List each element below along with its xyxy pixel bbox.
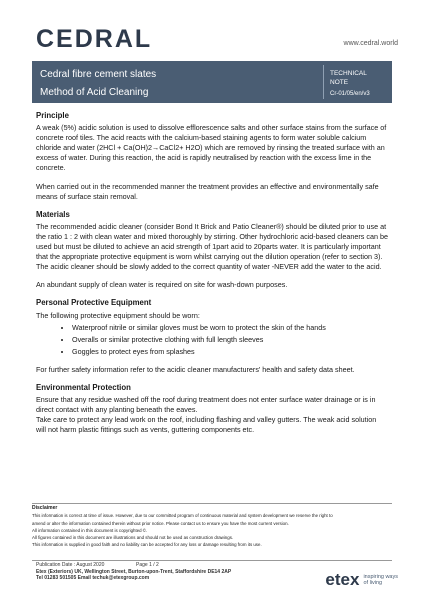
materials-heading: Materials [36,209,70,219]
principle-paragraph-1: A weak (5%) acidic solution is used to dissolve efflorescence salts and other surface stains from the surface of concrete roof tiles. The acid reacts with the calcium-based staining agents to form water soluble calcium chloride and water (2HCl + Ca(OH)2→CaCl2+ H2O) which are removed by rinsing the treated surface with an excess of water. During this reaction, the acid is rapidly neutralised by reaction with the excess lime in the concrete. [36,123,387,173]
principle-heading: Principle [36,111,69,120]
ppe-list [36,323,388,357]
disclaimer-line: All figures contained in this document are illustrations and should not be used as construction drawings. [32,535,234,541]
environment-heading: Environmental Protection [36,382,131,392]
cedral-logo: CEDRAL [36,25,153,53]
ppe-heading: Personal Protective Equipment [36,298,152,308]
materials-paragraph-2: An abundant supply of clean water is required on site for wash-down purposes. [36,280,288,290]
disclaimer-box [32,503,392,561]
principle-paragraph-2: When carried out in the recommended manner the treatment provides an effective and environmentally safe means of surface stain removal. [36,181,379,201]
disclaimer-line: amend or alter the information contained therein without prior notice. Please contact us to ensure you have the most current version. [32,520,289,526]
doc-type-label: TECHNICAL NOTE [330,70,367,86]
company-contact: Tel 01283 501505 Email techuk@etexgroup.com [36,575,150,581]
disclaimer-line: This information is correct at time of issue. However, due to our committed program of continuous material and system development we reserve the right to [32,513,333,519]
environment-paragraph-2: Take care to protect any lead work on the roof, including flashing and valley gutters. The weak acid solution will not harm plastic fittings such as vents, guttering components etc. [36,415,377,435]
ppe-item-overalls: • Overalls or similar protective clothing with full length sleeves [72,335,388,345]
etex-logo [325,570,398,590]
banner-divider [323,65,324,99]
website-link[interactable]: www.cedral.world [343,40,398,47]
etex-tagline [363,574,398,586]
disclaimer-line: All information contained in this document is copyrighted ©. [32,527,148,533]
company-address: Etex (Exteriors) UK, Wellington Street, Burton-upon-Trent, Staffordshire DE14 2AP [36,568,232,575]
doc-code: Cr-01/05/en/v3 [330,91,370,97]
title-banner [32,61,392,103]
ppe-intro: The following protective equipment should be worn: [36,310,200,320]
environment-paragraph-1: Ensure that any residue washed off the roof during treatment does not enter surface water drainage or is in direct contact with any planting beneath the eaves. [36,395,376,415]
publication-date: Publication Date : August 2020 [36,562,105,568]
document-subtitle: Method of Acid Cleaning [40,87,149,98]
footer [36,562,296,582]
page-number: Page 1 / 2 [136,562,159,568]
etex-wordmark: etex [325,570,360,589]
ppe-item-gloves: • Waterproof nitrile or similar gloves must be worn to protect the skin of the hands [72,323,388,333]
etex-tagline-line1: inspiring ways [363,574,398,580]
ppe-item-goggles: • Goggles to protect eyes from splashes [72,347,388,357]
etex-tagline-line2: of living [363,580,383,586]
document-title: Cedral fibre cement slates [40,69,157,80]
disclaimer-title: Disclaimer [32,505,58,511]
materials-paragraph-1: The recommended acidic cleaner (consider Bond It Brick and Patio Cleaner®) should be diluted prior to use at the ratio 1 : 2 with clean water and mixed thoroughly by stirring. Other hydrochloric acid-based cleaners can be used but must be diluted to achieve an acid strength of 1part acid to 20parts water. It is particularly important that the appropriate protective equipment is worn whilst carrying out the dilution operation (refer to section 3). The acidic cleaner should be slowly added to the correct quantity of water -NEVER add the water to the acid. [36,221,388,272]
disclaimer-line: This information is supplied in good faith and no liability can be accepted for any loss or damage resulting from its use. [32,542,262,548]
document-body [36,111,388,443]
ppe-note: For further safety information refer to the acidic cleaner manufacturers' health and safety data sheet. [36,364,355,374]
